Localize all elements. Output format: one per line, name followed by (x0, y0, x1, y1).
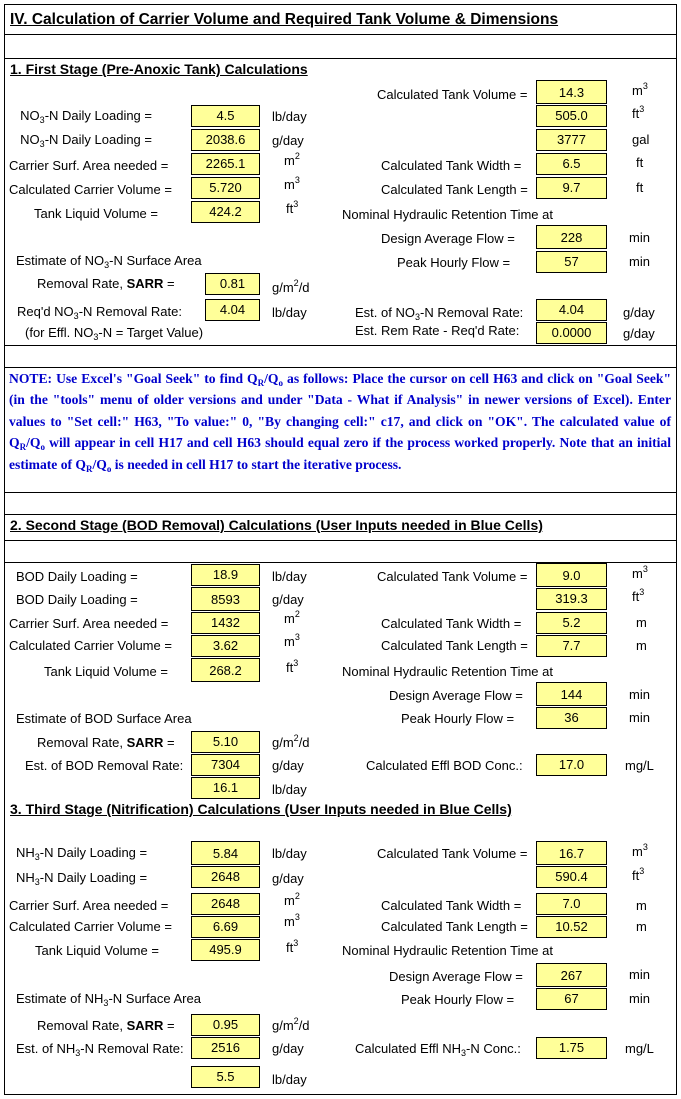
bod-lb-unit: lb/day (272, 569, 307, 584)
stage3-heading: 3. Third Stage (Nitrification) Calculations (User Inputs needed in Blue Cells) (10, 801, 512, 817)
area-unit: $m^2$ (284, 891, 300, 908)
no3-lb-cell[interactable]: 4.5 (191, 105, 260, 127)
length-unit: ft (636, 180, 644, 195)
tank-vol-m3-cell[interactable]: 16.7 (536, 841, 607, 865)
area-label: Carrier Surf. Area needed = (9, 616, 169, 631)
width-unit: m (636, 898, 647, 913)
peak-unit: min (629, 991, 650, 1006)
nh3-g-unit: g/day (272, 871, 304, 886)
avg-label: Design Average Flow = (381, 231, 515, 246)
tank-vol-gal-unit: gal (632, 132, 650, 147)
tank-vol-gal-cell[interactable]: 3777 (536, 129, 607, 151)
effl-label: Calculated Effl BOD Conc.: (366, 758, 523, 773)
est-surface-label: Estimate of $NO_3-N$ Surface Area (16, 253, 202, 270)
est-rem-unit: g/day (623, 305, 655, 320)
carrier-label: Calculated Carrier Volume = (9, 182, 172, 197)
area-cell[interactable]: 2648 (191, 893, 260, 915)
length-cell[interactable]: 7.7 (536, 635, 607, 657)
width-unit: m (636, 615, 647, 630)
length-unit: m (636, 638, 647, 653)
sarr-label: Removal Rate, SARR = (37, 735, 175, 750)
bod-lb-label: BOD Daily Loading = (16, 569, 138, 584)
sarr-unit: $g/m^2/d$ (272, 733, 310, 750)
sarr-cell[interactable]: 5.10 (191, 731, 260, 753)
avg-cell[interactable]: 267 (536, 963, 607, 987)
carrier-cell[interactable]: 6.69 (191, 916, 260, 938)
goal-seek-note: NOTE: Use Excel's "Goal Seek" to find $Q_R/Q_o$ as follows: Place the cursor on cell H63 and click on "Goal Seek" (in the "tools" menu of older versions and under "Data - What if Analysis" in newer versions of Excel). Enter values to "Set cell:" H63, "To value:" 0, "By changing cell:" c17, and click on "OK". The calculated value of $Q_R/Q_o$ will appear in cell H17 and cell H63 should equal zero if the process worked properly. Note that an initial estimate of $Q_R/Q_o$ is needed in cell H17 to start the iterative process. (9, 371, 672, 474)
carrier-unit: $m^3$ (284, 912, 300, 929)
peak-cell[interactable]: 57 (536, 251, 607, 273)
liquid-label: Tank Liquid Volume = (34, 206, 158, 221)
tank-vol-ft3-cell[interactable]: 590.4 (536, 866, 607, 888)
est-rem-label: Est. of $NO_3-N$ Removal Rate: (355, 305, 524, 322)
effl-cell[interactable]: 17.0 (536, 754, 607, 776)
divider (5, 492, 676, 493)
nh3-g-label: $NH_3-N$ Daily Loading = (16, 870, 148, 887)
tank-vol-m3-unit: $m^3$ (632, 564, 648, 581)
avg-cell[interactable]: 144 (536, 682, 607, 706)
no3-lb-label: $NO_3-N$ Daily Loading = (20, 108, 152, 125)
effl-target-label: (for Effl. $NO_3-N$ = Target Value) (25, 325, 204, 342)
effl-cell[interactable]: 1.75 (536, 1037, 607, 1059)
tank-vol-ft3-unit: $ft^3$ (632, 587, 645, 604)
carrier-cell[interactable]: 3.62 (191, 635, 260, 657)
carrier-unit: $m^3$ (284, 632, 300, 649)
rem-lb-unit: lb/day (272, 782, 307, 797)
no3-g-label: $NO_3-N$ Daily Loading = (20, 132, 152, 149)
liquid-unit: $ft^3$ (286, 658, 299, 675)
reqd-cell[interactable]: 4.04 (205, 299, 260, 321)
rem-lb-cell[interactable]: 5.5 (191, 1066, 260, 1088)
width-cell[interactable]: 5.2 (536, 612, 607, 634)
tank-vol-m3-unit: $m^3$ (632, 842, 648, 859)
sarr-label: Removal Rate, SARR = (37, 276, 175, 291)
tank-vol-ft3-unit: $ft^3$ (632, 866, 645, 883)
liquid-unit: $ft^3$ (286, 938, 299, 955)
reqd-unit: lb/day (272, 305, 307, 320)
hrt-label: Nominal Hydraulic Retention Time at (342, 664, 553, 679)
peak-label: Peak Hourly Flow = (397, 255, 511, 270)
width-cell[interactable]: 7.0 (536, 893, 607, 915)
divider (5, 34, 676, 35)
tank-vol-ft3-cell[interactable]: 505.0 (536, 105, 607, 127)
reqd-label: Req'd $NO_3-N$ Removal Rate: (17, 304, 182, 321)
tank-vol-ft3-unit: $ft^3$ (632, 104, 645, 121)
liquid-cell[interactable]: 495.9 (191, 939, 260, 961)
length-label: Calculated Tank Length = (381, 919, 528, 934)
width-cell[interactable]: 6.5 (536, 153, 607, 175)
area-label: Carrier Surf. Area needed = (9, 158, 169, 173)
sarr-cell[interactable]: 0.81 (205, 273, 260, 295)
width-label: Calculated Tank Width = (381, 616, 522, 631)
width-label: Calculated Tank Width = (381, 898, 522, 913)
sarr-label: Removal Rate, SARR = (37, 1018, 175, 1033)
diff-cell[interactable]: 0.0000 (536, 322, 607, 344)
effl-unit: mg/L (625, 758, 654, 773)
tank-vol-label: Calculated Tank Volume = (377, 569, 528, 584)
length-cell[interactable]: 9.7 (536, 177, 607, 199)
divider (5, 345, 676, 346)
sarr-unit: $g/m^2/d$ (272, 278, 310, 295)
rem-lb-unit: lb/day (272, 1072, 307, 1087)
length-unit: m (636, 919, 647, 934)
tank-vol-m3-cell[interactable]: 9.0 (536, 563, 607, 587)
length-cell[interactable]: 10.52 (536, 916, 607, 938)
avg-unit: min (629, 230, 650, 245)
length-label: Calculated Tank Length = (381, 638, 528, 653)
area-unit: $m^2$ (284, 609, 300, 626)
liquid-label: Tank Liquid Volume = (44, 664, 168, 679)
rem-lb-cell[interactable]: 16.1 (191, 777, 260, 799)
peak-unit: min (629, 710, 650, 725)
tank-vol-m3-cell[interactable]: 14.3 (536, 80, 607, 104)
hrt-label: Nominal Hydraulic Retention Time at (342, 207, 553, 222)
tank-vol-m3-unit: $m^3$ (632, 81, 648, 98)
avg-cell[interactable]: 228 (536, 225, 607, 249)
rem-label: Est. of BOD Removal Rate: (25, 758, 184, 773)
page-title: IV. Calculation of Carrier Volume and Required Tank Volume & Dimensions (10, 11, 559, 28)
peak-cell[interactable]: 36 (536, 707, 607, 729)
tank-vol-label: Calculated Tank Volume = (377, 846, 528, 861)
liquid-cell[interactable]: 424.2 (191, 201, 260, 223)
peak-unit: min (629, 254, 650, 269)
liquid-label: Tank Liquid Volume = (35, 943, 159, 958)
rem-label: Est. of $NH_3-N$ Removal Rate: (16, 1041, 184, 1058)
rem-cell[interactable]: 7304 (191, 754, 260, 776)
liquid-cell[interactable]: 268.2 (191, 658, 260, 682)
liquid-unit: $ft^3$ (286, 199, 299, 216)
peak-label: Peak Hourly Flow = (401, 992, 515, 1007)
width-label: Calculated Tank Width = (381, 158, 522, 173)
divider (5, 514, 676, 515)
divider (5, 58, 676, 59)
est-surface-label: Estimate of BOD Surface Area (16, 711, 192, 726)
carrier-label: Calculated Carrier Volume = (9, 638, 172, 653)
bod-g-label: BOD Daily Loading = (16, 592, 138, 607)
nh3-g-cell[interactable]: 2648 (191, 866, 260, 888)
area-unit: $m^2$ (284, 151, 300, 168)
avg-label: Design Average Flow = (389, 969, 523, 984)
area-cell[interactable]: 2265.1 (191, 153, 260, 175)
peak-cell[interactable]: 67 (536, 988, 607, 1010)
tank-vol-ft3-cell[interactable]: 319.3 (536, 588, 607, 610)
hrt-label: Nominal Hydraulic Retention Time at (342, 943, 553, 958)
diff-unit: g/day (623, 326, 655, 341)
carrier-label: Calculated Carrier Volume = (9, 919, 172, 934)
peak-label: Peak Hourly Flow = (401, 711, 515, 726)
carrier-unit: $m^3$ (284, 175, 300, 192)
area-cell[interactable]: 1432 (191, 612, 260, 634)
nh3-lb-unit: lb/day (272, 846, 307, 861)
tank-vol-label: Calculated Tank Volume = (377, 87, 528, 102)
rem-unit: g/day (272, 1041, 304, 1056)
avg-unit: min (629, 967, 650, 982)
no3-g-cell[interactable]: 2038.6 (191, 129, 260, 151)
est-surface-label: Estimate of $NH_3-N$ Surface Area (16, 991, 201, 1008)
rem-unit: g/day (272, 758, 304, 773)
avg-unit: min (629, 687, 650, 702)
bod-g-cell[interactable]: 8593 (191, 587, 260, 611)
sarr-cell[interactable]: 0.95 (191, 1014, 260, 1036)
width-unit: ft (636, 155, 644, 170)
bod-g-unit: g/day (272, 592, 304, 607)
nh3-lb-cell[interactable]: 5.84 (191, 841, 260, 865)
effl-label: Calculated Effl $NH_3-N$ Conc.: (355, 1041, 521, 1058)
length-label: Calculated Tank Length = (381, 182, 528, 197)
nh3-lb-label: $NH_3-N$ Daily Loading = (16, 845, 148, 862)
rem-cell[interactable]: 2516 (191, 1037, 260, 1059)
carrier-cell[interactable]: 5.720 (191, 177, 260, 199)
no3-lb-unit: lb/day (272, 109, 307, 124)
stage2-heading: 2. Second Stage (BOD Removal) Calculations (User Inputs needed in Blue Cells) (10, 517, 543, 533)
sarr-unit: $g/m^2/d$ (272, 1016, 310, 1033)
avg-label: Design Average Flow = (389, 688, 523, 703)
area-label: Carrier Surf. Area needed = (9, 898, 169, 913)
est-rem-cell[interactable]: 4.04 (536, 299, 607, 321)
no3-g-unit: g/day (272, 133, 304, 148)
diff-label: Est. Rem Rate - Req'd Rate: (355, 323, 520, 338)
divider (5, 540, 676, 541)
stage1-heading: 1. First Stage (Pre-Anoxic Tank) Calculations (10, 61, 308, 77)
bod-lb-cell[interactable]: 18.9 (191, 564, 260, 586)
effl-unit: mg/L (625, 1041, 654, 1056)
